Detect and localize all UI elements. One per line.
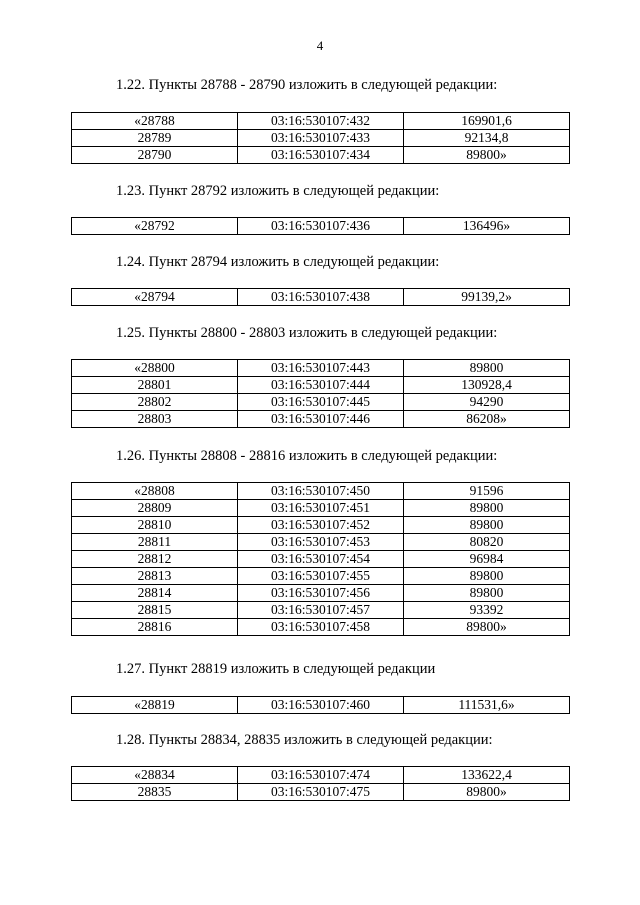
table-row	[72, 500, 570, 517]
item-number-cell: 28790	[72, 147, 238, 164]
item-number-cell: «28834	[72, 767, 238, 784]
cadastral-number-cell: 03:16:530107:456	[238, 585, 404, 602]
cadastral-number-cell: 03:16:530107:436	[238, 218, 404, 235]
table-row	[72, 602, 570, 619]
cadastral-number-cell: 03:16:530107:458	[238, 619, 404, 636]
value-cell: 86208»	[404, 411, 570, 428]
amendment-table	[71, 217, 570, 235]
cadastral-number-cell: 03:16:530107:460	[238, 697, 404, 714]
table-row	[72, 147, 570, 164]
amendment-table	[71, 482, 570, 636]
cadastral-number-cell: 03:16:530107:455	[238, 568, 404, 585]
section-heading: 1.23. Пункт 28792 изложить в следующей редакции:	[116, 183, 440, 199]
item-number-cell: 28813	[72, 568, 238, 585]
cadastral-number-cell: 03:16:530107:443	[238, 360, 404, 377]
cadastral-number-cell: 03:16:530107:438	[238, 289, 404, 306]
cadastral-number-cell: 03:16:530107:444	[238, 377, 404, 394]
table-row	[72, 411, 570, 428]
section-heading: 1.28. Пункты 28834, 28835 изложить в следующей редакции:	[116, 732, 493, 748]
value-cell: 94290	[404, 394, 570, 411]
value-cell: 89800	[404, 585, 570, 602]
value-cell: 91596	[404, 483, 570, 500]
item-number-cell: 28815	[72, 602, 238, 619]
item-number-cell: 28816	[72, 619, 238, 636]
value-cell: 89800	[404, 568, 570, 585]
table-row	[72, 113, 570, 130]
cadastral-number-cell: 03:16:530107:452	[238, 517, 404, 534]
item-number-cell: 28803	[72, 411, 238, 428]
value-cell: 89800	[404, 360, 570, 377]
item-number-cell: «28800	[72, 360, 238, 377]
amendment-table	[71, 359, 570, 428]
cadastral-number-cell: 03:16:530107:432	[238, 113, 404, 130]
item-number-cell: 28809	[72, 500, 238, 517]
item-number-cell: «28788	[72, 113, 238, 130]
value-cell: 89800	[404, 500, 570, 517]
amendment-table	[71, 766, 570, 801]
item-number-cell: 28810	[72, 517, 238, 534]
table-row	[72, 697, 570, 714]
value-cell: 80820	[404, 534, 570, 551]
value-cell: 136496»	[404, 218, 570, 235]
table-row	[72, 551, 570, 568]
section-heading: 1.24. Пункт 28794 изложить в следующей редакции:	[116, 254, 440, 270]
value-cell: 133622,4	[404, 767, 570, 784]
table-row	[72, 534, 570, 551]
table-row	[72, 619, 570, 636]
cadastral-number-cell: 03:16:530107:450	[238, 483, 404, 500]
table-row	[72, 483, 570, 500]
table-row	[72, 130, 570, 147]
cadastral-number-cell: 03:16:530107:457	[238, 602, 404, 619]
item-number-cell: 28802	[72, 394, 238, 411]
value-cell: 89800	[404, 517, 570, 534]
table-row	[72, 218, 570, 235]
table-row	[72, 784, 570, 801]
item-number-cell: 28801	[72, 377, 238, 394]
section-heading: 1.25. Пункты 28800 - 28803 изложить в следующей редакции:	[116, 325, 498, 341]
item-number-cell: «28794	[72, 289, 238, 306]
cadastral-number-cell: 03:16:530107:446	[238, 411, 404, 428]
value-cell: 96984	[404, 551, 570, 568]
item-number-cell: «28808	[72, 483, 238, 500]
cadastral-number-cell: 03:16:530107:433	[238, 130, 404, 147]
amendment-table	[71, 112, 570, 164]
item-number-cell: 28789	[72, 130, 238, 147]
section-heading: 1.26. Пункты 28808 - 28816 изложить в следующей редакции:	[116, 448, 498, 464]
cadastral-number-cell: 03:16:530107:445	[238, 394, 404, 411]
table-row	[72, 767, 570, 784]
value-cell: 89800»	[404, 147, 570, 164]
value-cell: 169901,6	[404, 113, 570, 130]
item-number-cell: «28819	[72, 697, 238, 714]
table-row	[72, 517, 570, 534]
value-cell: 111531,6»	[404, 697, 570, 714]
value-cell: 89800»	[404, 619, 570, 636]
cadastral-number-cell: 03:16:530107:451	[238, 500, 404, 517]
item-number-cell: 28814	[72, 585, 238, 602]
table-row	[72, 377, 570, 394]
value-cell: 130928,4	[404, 377, 570, 394]
table-row	[72, 568, 570, 585]
cadastral-number-cell: 03:16:530107:434	[238, 147, 404, 164]
cadastral-number-cell: 03:16:530107:454	[238, 551, 404, 568]
value-cell: 92134,8	[404, 130, 570, 147]
section-heading: 1.22. Пункты 28788 - 28790 изложить в следующей редакции:	[116, 77, 498, 93]
value-cell: 93392	[404, 602, 570, 619]
item-number-cell: 28812	[72, 551, 238, 568]
value-cell: 89800»	[404, 784, 570, 801]
page-number: 4	[316, 38, 324, 53]
table-row	[72, 394, 570, 411]
item-number-cell: «28792	[72, 218, 238, 235]
table-row	[72, 289, 570, 306]
item-number-cell: 28835	[72, 784, 238, 801]
table-row	[72, 585, 570, 602]
cadastral-number-cell: 03:16:530107:453	[238, 534, 404, 551]
section-heading: 1.27. Пункт 28819 изложить в следующей редакции	[116, 661, 436, 677]
item-number-cell: 28811	[72, 534, 238, 551]
amendment-table	[71, 288, 570, 306]
cadastral-number-cell: 03:16:530107:475	[238, 784, 404, 801]
amendment-table	[71, 696, 570, 714]
table-row	[72, 360, 570, 377]
cadastral-number-cell: 03:16:530107:474	[238, 767, 404, 784]
value-cell: 99139,2»	[404, 289, 570, 306]
